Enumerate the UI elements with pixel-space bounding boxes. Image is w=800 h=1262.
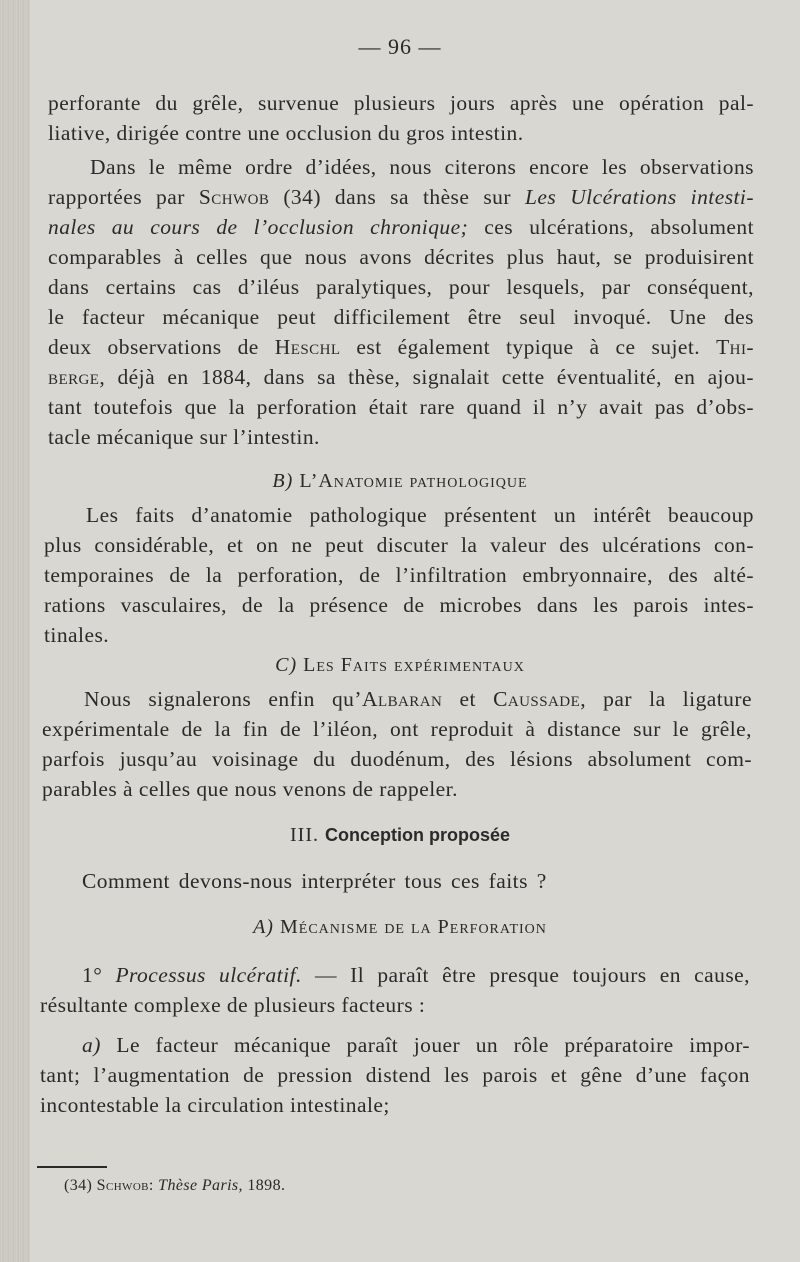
section-heading-iii: III. Conception proposée [290, 824, 510, 846]
paragraph-6-line-2: résultante complexe de plusieurs facteurs : [40, 993, 426, 1017]
author-name: Thi- [716, 335, 754, 359]
author-name: berge [48, 365, 100, 389]
author-name: Albaran [361, 687, 443, 711]
author-name: Schwob [198, 185, 270, 209]
paragraph-2-line-2: rapportées par Schwob (34) dans sa thèse sur Les Ulcérations intesti- [48, 185, 754, 209]
paragraph-2-line-3: nales au cours de l’occlusion chronique; ces ulcérations, absolument [48, 215, 755, 239]
paragraph-4-line-3: parfois jusqu’au voisinage du duodénum, des lésions absolument com- [42, 747, 752, 771]
paragraph-2-line-7: deux observations de Heschl est également typique à ce sujet. Thi- [48, 335, 754, 359]
paragraph-2-line-1: Dans le même ordre d’idées, nous citerons encore les observations [90, 155, 754, 179]
paragraph-4-line-2: expérimentale de la fin de l’iléon, ont reproduit à distance sur le grêle, [42, 717, 752, 741]
author-name: Caussade [493, 687, 581, 711]
paragraph-3-line-3: temporaines de la perforation, de l’infiltration embryonnaire, des alté- [44, 563, 754, 587]
author-name: Heschl [274, 335, 341, 359]
paragraph-1-line-2: liative, dirigée contre une occlusion du gros intestin. [48, 121, 524, 145]
paragraph-2-line-6: le facteur mécanique peut difficilement être seul invoqué. Une des [48, 305, 754, 329]
section-heading-c: C) Les Faits expérimentaux [275, 654, 525, 676]
paragraph-2-line-4: comparables à celles que nous avons décrites plus haut, se produisirent [48, 245, 754, 269]
paragraph-5: Comment devons-nous interpréter tous ces faits ? [82, 869, 547, 893]
thesis-title: Les Ulcérations intesti- [524, 185, 754, 209]
paragraph-2-line-5: dans certains cas d’iléus paralytiques, pour lesquels, par conséquent, [48, 275, 754, 299]
paragraph-7-line-2: tant; l’augmentation de pression distend les parois et gêne d’une façon [40, 1063, 750, 1087]
paragraph-7-line-1: a) Le facteur mécanique paraît jouer un rôle préparatoire impor- [82, 1033, 750, 1057]
paragraph-4-line-4: parables à celles que nous venons de rappeler. [42, 777, 458, 801]
paragraph-3-line-4: rations vasculaires, de la présence de microbes dans les parois intes- [44, 593, 754, 617]
paragraph-7-line-3: incontestable la circulation intestinale; [40, 1093, 390, 1117]
paragraph-4-line-1: Nous signalerons enfin qu’Albaran et Caussade, par la ligature [84, 687, 752, 711]
footnote-rule [37, 1166, 107, 1168]
section-heading-a: A) Mécanisme de la Perforation [253, 916, 547, 938]
paragraph-2-line-8: berge, déjà en 1884, dans sa thèse, signalait cette éventualité, en ajou- [48, 365, 754, 389]
page-number: — 96 — [358, 34, 442, 59]
paragraph-2-line-10: tacle mécanique sur l’intestin. [48, 425, 320, 449]
paragraph-2-line-9: tant toutefois que la perforation était rare quand il n’y avait pas d’obs- [48, 395, 754, 419]
footnote: (34) Schwob: Thèse Paris, 1898. [64, 1177, 286, 1194]
paragraph-3-line-1: Les faits d’anatomie pathologique présentent un intérêt beaucoup [86, 503, 754, 527]
paragraph-3-line-5: tinales. [44, 623, 110, 647]
paragraph-1-line-1: perforante du grêle, survenue plusieurs jours après une opération pal- [48, 91, 754, 115]
section-heading-b: B) L’Anatomie pathologique [272, 470, 528, 492]
paragraph-6-line-1: 1° Processus ulcératif. — Il paraît être presque toujours en cause, [82, 963, 750, 987]
paragraph-3-line-2: plus considérable, et on ne peut discuter la valeur des ulcérations con- [44, 533, 754, 557]
